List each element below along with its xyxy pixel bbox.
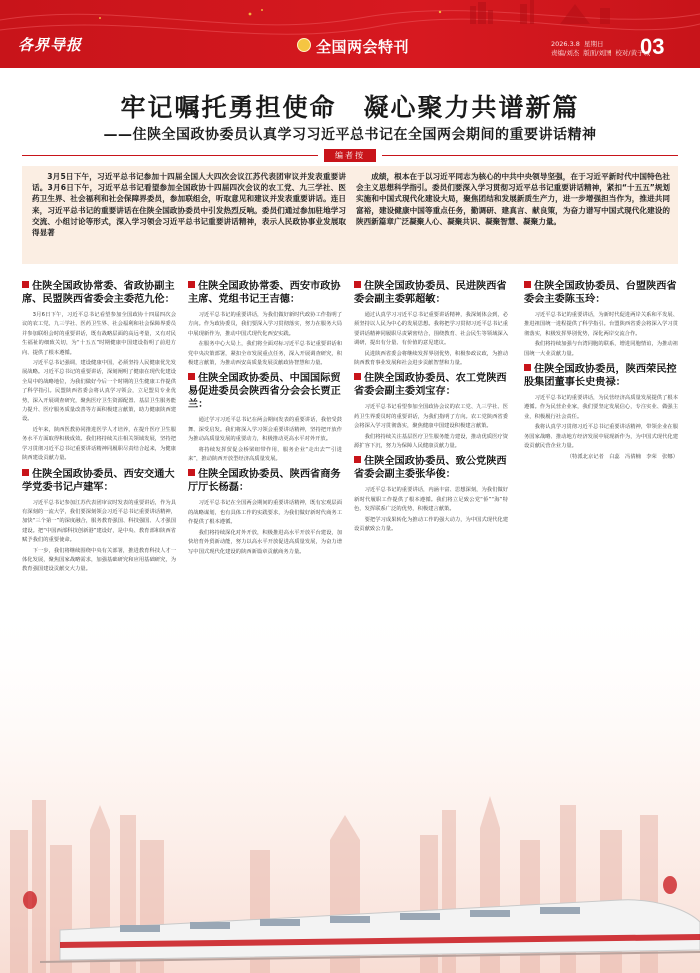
article-column <box>354 276 508 536</box>
intro-paragraph: 成绩，根本在于以习近平同志为核心的中共中央领导坚强，在于习近平新时代中国特色社会主义思想科学指引。委员们要深入学习贯彻习近平总书记重要讲话精神，紧扣“十五五”规划实施和中国式现代化建设大局，聚焦团结和发展新质生产力，进一步增强担当作为，推进共同富裕，建设健康中国等重点任务，勤调研、建真言、献良策，为奋力谱写中国式现代化建设的陕西新篇章广泛凝聚人心、凝聚共识、凝聚智慧、凝聚力量。 <box>356 172 670 226</box>
intro-paragraph: 3月5日下午，习近平总书记参加十四届全国人大四次会议江苏代表团审议并发表重要讲话。3月6日下午，习近平总书记看望参加全国政协十四届四次会议的农工党、九三学社、医药卫生界、社会福利和社会保障界委员，参加联组会，听取意见和建议并发表重要讲话。连日来，习近平总书记的重要讲话在住陕全国政协委员中引发热烈反响。委员们通过参加驻地学习交流、小组讨论等形式，深入学习领会习近平总书记重要讲话精神，表示人民政协事业发展取得显著 <box>32 172 346 238</box>
section-heading <box>354 455 508 481</box>
red-square-icon <box>354 281 361 288</box>
paragraph: 习近平总书记强调，建设健康中国，必须坚持人民健康优先发展战略。习近平总书记的重要讲话，深刻阐明了健康在现代化建设全局中的战略地位，为我们做好今后一个时期的卫生健康工作提供了科学指引。民盟陕西省委会将认真学习领会，立足盟员专业优势，深入开展调查研究，聚焦医疗卫生资源配置、基层卫生服务能力提升、医疗服务质量改善等方面积极建言献策，助力健康陕西建设。 <box>22 360 176 423</box>
section-heading-text: 住陕全国政协委员、民进陕西省委会副主委郭超敏： <box>354 281 507 305</box>
red-square-icon <box>188 373 195 380</box>
red-square-icon <box>22 281 29 288</box>
editor-note-tag: 编者按 <box>324 149 376 162</box>
article-column <box>524 276 678 462</box>
section-title: 全国两会特刊 <box>316 38 410 56</box>
paragraph: 我们将持续关注基层医疗卫生服务能力建设，推动优质医疗资源扩容下沉，努力为保障人民健康贡献力量。 <box>354 433 508 450</box>
paragraph: 习近平总书记的重要讲话，为我们做好新时代政协工作指明了方向。作为政协委员，我们要深入学习贯彻落实，努力在服务大局中展现新作为，推动中国式现代化西安实践。 <box>188 312 342 337</box>
proofreader-credit: 校对/黄子城 <box>615 49 651 57</box>
paragraph: 习近平总书记参加江苏代表团审议时发表的重要讲话，作为具有深刻的一流大学，我们要深刻领会习近平总书记重要讲话精神，加快“三个第一”的深度融合，服务教育强国、科技强国、人才强国建设。把“中国西部科技创新港”建设好，是中央、教育部和陕西省赋予我们的重要使命。 <box>22 499 176 544</box>
red-square-icon <box>188 469 195 476</box>
red-square-icon <box>524 281 531 288</box>
section-heading-text: 住陕全国政协委员、陕西省商务厅厅长杨磊： <box>188 469 341 494</box>
paragraph: 将持续发挥贸促会桥梁纽带作用，服务企业“走出去”“引进来”，推动陕西开放型经济高质量发展。 <box>188 446 342 463</box>
section-heading-text: 住陕全国政协委员、西安交通大学党委书记卢建军： <box>22 468 175 493</box>
red-lanterns <box>23 876 677 909</box>
section-heading <box>22 468 176 494</box>
paragraph: 我们将持续深化对外开放，积极推进高水平开放平台建设，加快培育外贸新动能，努力以高水平开放促进高质量发展，为奋力谱写中国式现代化建设的陕西新篇章贡献商务力量。 <box>188 529 342 555</box>
section-heading-text: 住陕全国政协常委、西安市政协主席、党组书记王吉德： <box>188 281 341 305</box>
red-square-icon <box>22 469 29 476</box>
red-square-icon <box>188 281 195 288</box>
subheadline: ——住陕全国政协委员认真学习习近平总书记在全国两会期间的重要讲话精神 <box>103 127 597 143</box>
editor-note-box <box>22 166 678 264</box>
headline: 牢记嘱托勇担使命 凝心聚力共谱新篇 <box>120 93 580 122</box>
paragraph: 习近平总书记的重要讲话，为民营经济高质量发展提供了根本遵循。作为民营企业家，我们要坚定发展信心，专注实业、做强主业，积极履行社会责任。 <box>524 395 678 420</box>
cppcc-emblem-icon <box>297 38 311 52</box>
paragraph: 在服务中心大局上，我们将全面对标习近平总书记重要讲话和党中央决策部署，紧扣全市发展重点任务，深入开展调查研究，积极建言献策，为推动西安高质量发展贡献政协智慧和力量。 <box>188 341 342 367</box>
background-illustration <box>0 600 700 973</box>
section-heading <box>524 280 678 306</box>
paragraph: 我将认真学习贯彻习近平总书记重要讲话精神，带领企业在服务国家战略、推动地方经济发展中展现新作为，为中国式现代化建设贡献民营企业力量。 <box>524 424 678 450</box>
section-heading-text: 住陕全国政协常委、省政协副主席、民盟陕西省委会主委范九伦： <box>22 281 175 305</box>
section-heading <box>188 280 342 306</box>
newspaper-brand: 各界导报 <box>18 36 83 54</box>
section-heading <box>354 372 508 398</box>
issue-weekday: 星期日 <box>583 40 604 48</box>
red-square-icon <box>524 364 531 371</box>
divider-right <box>382 155 678 156</box>
byline: （特派北京记者 白蕊 冯倩楠 李荣 张娜） <box>566 454 678 461</box>
paragraph: 民进陕西省委会将继续发挥界别优势，积极参政议政，为推动陕西教育事业发展和社会进步贡献智慧和力量。 <box>354 350 508 367</box>
section-heading <box>188 372 342 411</box>
issue-date: 2026.3.8 <box>551 40 580 48</box>
bullet-train <box>40 900 700 962</box>
section-heading-text: 住陕全国政协委员、农工党陕西省委会副主委刘宝存： <box>354 373 507 398</box>
page-number: 03 <box>640 34 665 59</box>
section-heading-text: 住陕全国政协委员、台盟陕西省委会主委陈玉玲： <box>524 281 677 305</box>
section-heading-text: 住陕全国政协委员，陕西荣民控股集团董事长史贵禄： <box>524 364 677 389</box>
section-heading <box>22 280 176 306</box>
section-heading-text: 住陕全国政协委员、中国国际贸易促进委员会陕西省分会会长贾正兰： <box>188 373 341 411</box>
paragraph: 近年来，陕西医教协同推进医学人才培养，在提升医疗卫生服务水平方面取得积极成效。我们将持续关注相关领域发展，坚持把学习贯彻习近平总书记重要讲话精神同履职尽责结合起来，为健康陕西建设贡献力量。 <box>22 426 176 462</box>
paragraph: 习近平总书记看望参加全国政协会议的农工党、九三学社、医药卫生界委员时的重要讲话，为我们指明了方向。农工党陕西省委会将深入学习贯彻落实，聚焦健康中国建设积极建言献策。 <box>354 404 508 430</box>
issue-info <box>551 40 654 58</box>
city-skyline <box>10 796 658 973</box>
page-header <box>0 0 700 68</box>
designer-credit: 版面/刘国 <box>583 49 612 57</box>
paragraph: 要把学习成果转化为推动工作的强大动力，为中国式现代化建设贡献致公力量。 <box>354 516 508 533</box>
paragraph: 习近平总书记的重要讲话，内涵丰富、思想深刻，为我们做好新时代履职工作提供了根本遵循。我们将立足致公党“侨”“海”特色，发挥联系广泛的优势，积极建言献策。 <box>354 487 508 513</box>
editor-credit: 责编/刘杰 <box>551 49 580 57</box>
paragraph: 我们将持续加强与台湾同胞的联系，增进同胞情谊，为推动祖国统一大业贡献力量。 <box>524 341 678 357</box>
red-square-icon <box>354 456 361 463</box>
section-heading-text: 住陕全国政协委员、致公党陕西省委会副主委张华俊： <box>354 456 507 481</box>
paragraph: 习近平总书记在全国两会期间的重要讲话精神，既有宏观层面的战略谋划，也有具体工作的实践要求，为我们做好新时代商务工作提供了根本遵循。 <box>188 500 342 526</box>
section-heading <box>354 280 508 306</box>
section-heading <box>524 363 678 389</box>
paragraph: 习近平总书记的重要讲话，为新时代促进两岸关系和平发展、推进祖国统一进程提供了科学指引。台盟陕西省委会将深入学习贯彻落实，积极发挥界别优势，深化两岸交流合作。 <box>524 312 678 337</box>
red-square-icon <box>354 373 361 380</box>
section-heading <box>188 468 342 494</box>
paragraph: 下一步，我们将继续围绕中央有关部署，推进教育科技人才一体化发展，聚焦国家战略需求，加强基础研究和应用基础研究，为教育强国建设贡献交大力量。 <box>22 547 176 573</box>
article-column <box>22 276 176 576</box>
divider-left <box>22 155 318 156</box>
paragraph: 3月6日下午，习近平总书记看望参加全国政协十四届四次会议的农工党、九三学社、医药卫生界、社会福利和社会保障界委员并参加联组会时的重要讲话，既有战略层面的高远考量，又有对民生福祉的细致关切，为“十五五”时期健康中国建设指明了前进方向、提供了根本遵循。 <box>22 312 176 356</box>
paragraph: 通过认真学习习近平总书记重要讲话精神，我深刻体会到，必须坚持以人民为中心的发展思想。我将把学习贯彻习近平总书记重要讲话精神同履职尽责紧密结合，围绕教育、社会民生等领域深入调研，提出有分量、有价值的意见建议。 <box>354 312 508 347</box>
paragraph: 通过学习习近平总书记在两会期间发表的重要讲话，我倍受鼓舞、深受启发。我们将深入学习领会重要讲话精神，坚持把开放作为推动高质量发展的重要动力，积极推动更高水平对外开放。 <box>188 417 342 443</box>
article-column <box>188 276 342 558</box>
